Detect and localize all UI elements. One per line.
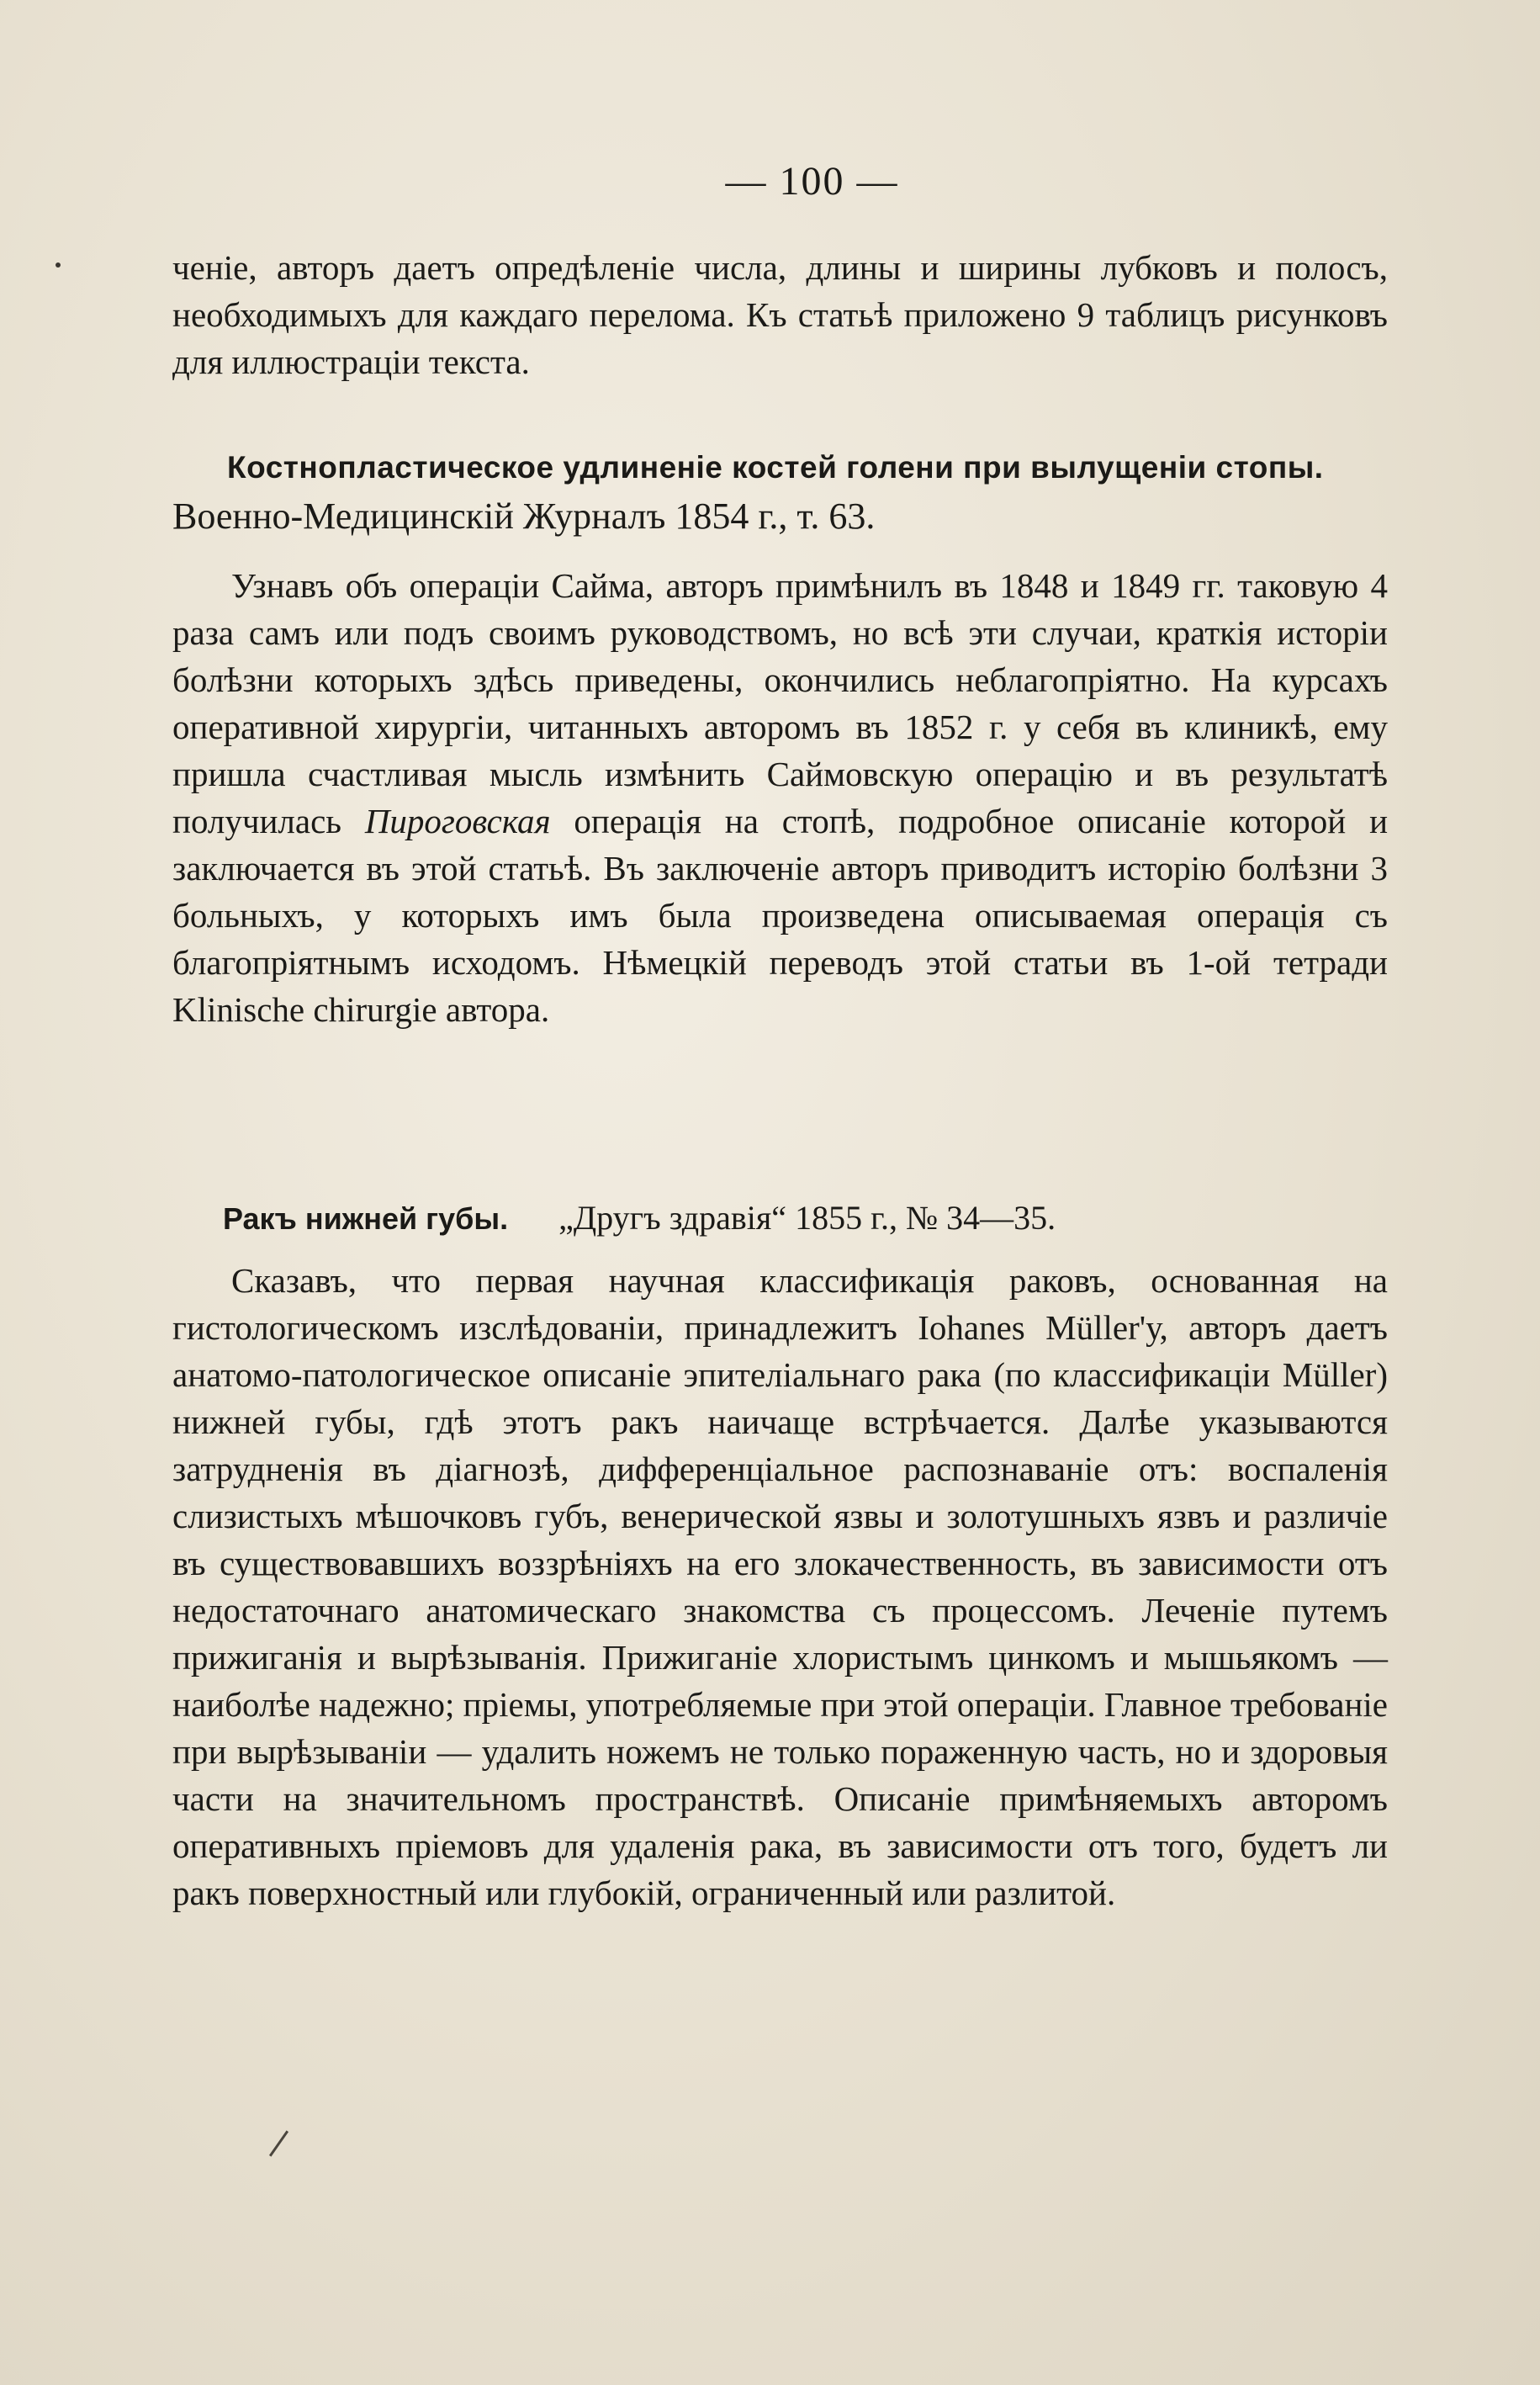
article1-body [172,562,1388,1033]
article2-paragraph: Сказавъ, что первая научная классификація раковъ, основанная на гистологическомъ изслѣдованіи, принадлежитъ Iohanes Müller'у, авторъ даетъ анатомо-патологическое описаніе эпителіальнаго рака (по классификаціи Müller) нижней губы, гдѣ этотъ ракъ наичаще встрѣчается. Далѣе указываются затрудненія въ діагнозѣ, дифференціальное распознаваніе отъ: воспаленія слизистыхъ мѣшочковъ губъ, венерической язвы и золотушныхъ язвъ и различіе въ существовавшихъ воззрѣніяхъ на его злокачественность, въ зависимости отъ недостаточнаго анатомическаго знакомства съ процессомъ. Леченіе путемъ прижиганія и вырѣзыванія. Прижиганіе хлористымъ цинкомъ и мышьякомъ — наиболѣе надежно; пріемы, употребляемые при этой операціи. Главное требованіе при вырѣзываніи — удалить ножемъ не только пораженную часть, но и здоровыя части на значительномъ пространствѣ. Описаніе примѣняемыхъ авторомъ оперативныхъ пріемовъ для удаленія рака, въ зависимости отъ того, будетъ ли ракъ поверхностный или глубокій, ограниченный или разлитой. [172,1261,1388,1912]
article2-source: „Другъ здравія“ 1855 г., № 34—35. [558,1199,1056,1237]
article2-heading: Ракъ нижней губы. [223,1201,509,1236]
article1-heading: Костнопластическое удлиненіе костей голени при вылущеніи стопы. [227,450,1324,485]
article2-body [172,1257,1388,1916]
page-number: — 100 — [725,159,899,204]
article1-body-italic: Пироговская [364,802,551,840]
article1-paragraph [172,562,1388,1033]
margin-pencil-mark [269,2130,288,2156]
article1-body-before: Узнавъ объ операціи Сайма, авторъ примѣнилъ въ 1848 и 1849 гг. таковую 4 раза самъ или подъ своимъ руководствомъ, но всѣ эти случаи, краткія исторіи болѣзни которыхъ здѣсь приведены, окончились неблагопріятно. На курсахъ оперативной хирургіи, читанныхъ авторомъ въ 1852 г. у себя въ клиникѣ, ему пришла счастливая мысль измѣнить Саймовскую операцію и въ результатѣ получилась [172,566,1388,840]
intro-text: ченіе, авторъ даетъ опредѣленіе числа, длины и ширины лубковъ и полосъ, необходимыхъ для каждаго перелома. Къ статьѣ приложено 9 таблицъ рисунковъ для иллюстраціи текста. [172,248,1388,381]
article2-header [223,1195,1392,1243]
intro-paragraph [172,244,1388,385]
article1-source: Военно-Медицинскій Журналъ 1854 г., т. 63. [172,496,876,537]
margin-dot-mark [56,262,61,268]
article1-body-after: операція на стопѣ, подробное описаніе которой и заключается въ этой статьѣ. Въ заключеніе авторъ приводитъ исторію болѣзни 3 больныхъ, у которыхъ имъ была произведена описываемая операція съ благопріятнымъ исходомъ. Нѣмецкій переводъ этой статьи въ 1-ой тетради Klinische chirurgie автора. [172,802,1389,1029]
